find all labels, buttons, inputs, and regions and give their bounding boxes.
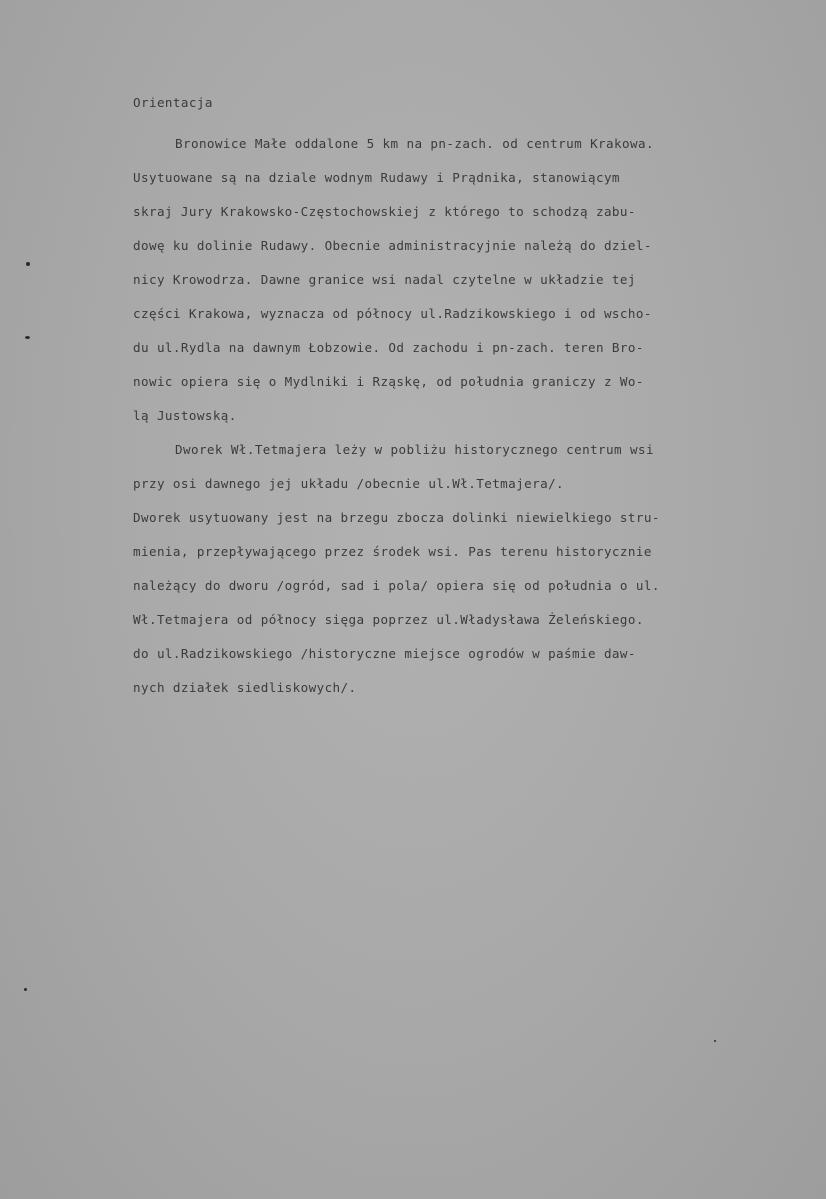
scan-speck — [25, 336, 30, 339]
text-line: mienia, przepływającego przez środek wsi. Pas terenu historycznie — [133, 544, 652, 559]
text-line: części Krakowa, wyznacza od północy ul.Radzikowskiego i od wscho- — [133, 306, 652, 321]
text-line: du ul.Rydla na dawnym Łobzowie. Od zachodu i pn-zach. teren Bro- — [133, 340, 644, 355]
text-line: skraj Jury Krakowsko-Częstochowskiej z którego to schodzą zabu- — [133, 204, 636, 219]
text-line: należący do dworu /ogród, sad i pola/ opiera się od południa o ul. — [133, 578, 660, 593]
text-line: do ul.Radzikowskiego /historyczne miejsce ogrodów w paśmie daw- — [133, 646, 636, 661]
text-line: nych działek siedliskowych/. — [133, 680, 357, 695]
text-line: lą Justowską. — [133, 408, 237, 423]
text-line: nowic opiera się o Mydlniki i Rząskę, od południa graniczy z Wo- — [133, 374, 644, 389]
scan-speck — [26, 262, 30, 266]
text-line: przy osi dawnego jej układu /obecnie ul.Wł.Tetmajera/. — [133, 476, 565, 491]
text-line: Wł.Tetmajera od północy sięga poprzez ul.Władysława Żeleńskiego. — [133, 612, 644, 627]
scan-speck — [24, 988, 27, 991]
text-line: Dworek Wł.Tetmajera leży w pobliżu historycznego centrum wsi — [175, 442, 654, 457]
scan-speck — [714, 1040, 716, 1042]
text-line: Dworek usytuowany jest na brzegu zbocza dolinki niewielkiego stru- — [133, 510, 660, 525]
heading: Orientacja — [133, 95, 213, 110]
text-line: Usytuowane są na dziale wodnym Rudawy i Prądnika, stanowiącym — [133, 170, 620, 185]
text-line: Bronowice Małe oddalone 5 km na pn-zach. od centrum Krakowa. — [175, 136, 654, 151]
text-line: nicy Krowodrza. Dawne granice wsi nadal czytelne w układzie tej — [133, 272, 636, 287]
text-line: dowę ku dolinie Rudawy. Obecnie administracyjnie należą do dziel- — [133, 238, 652, 253]
